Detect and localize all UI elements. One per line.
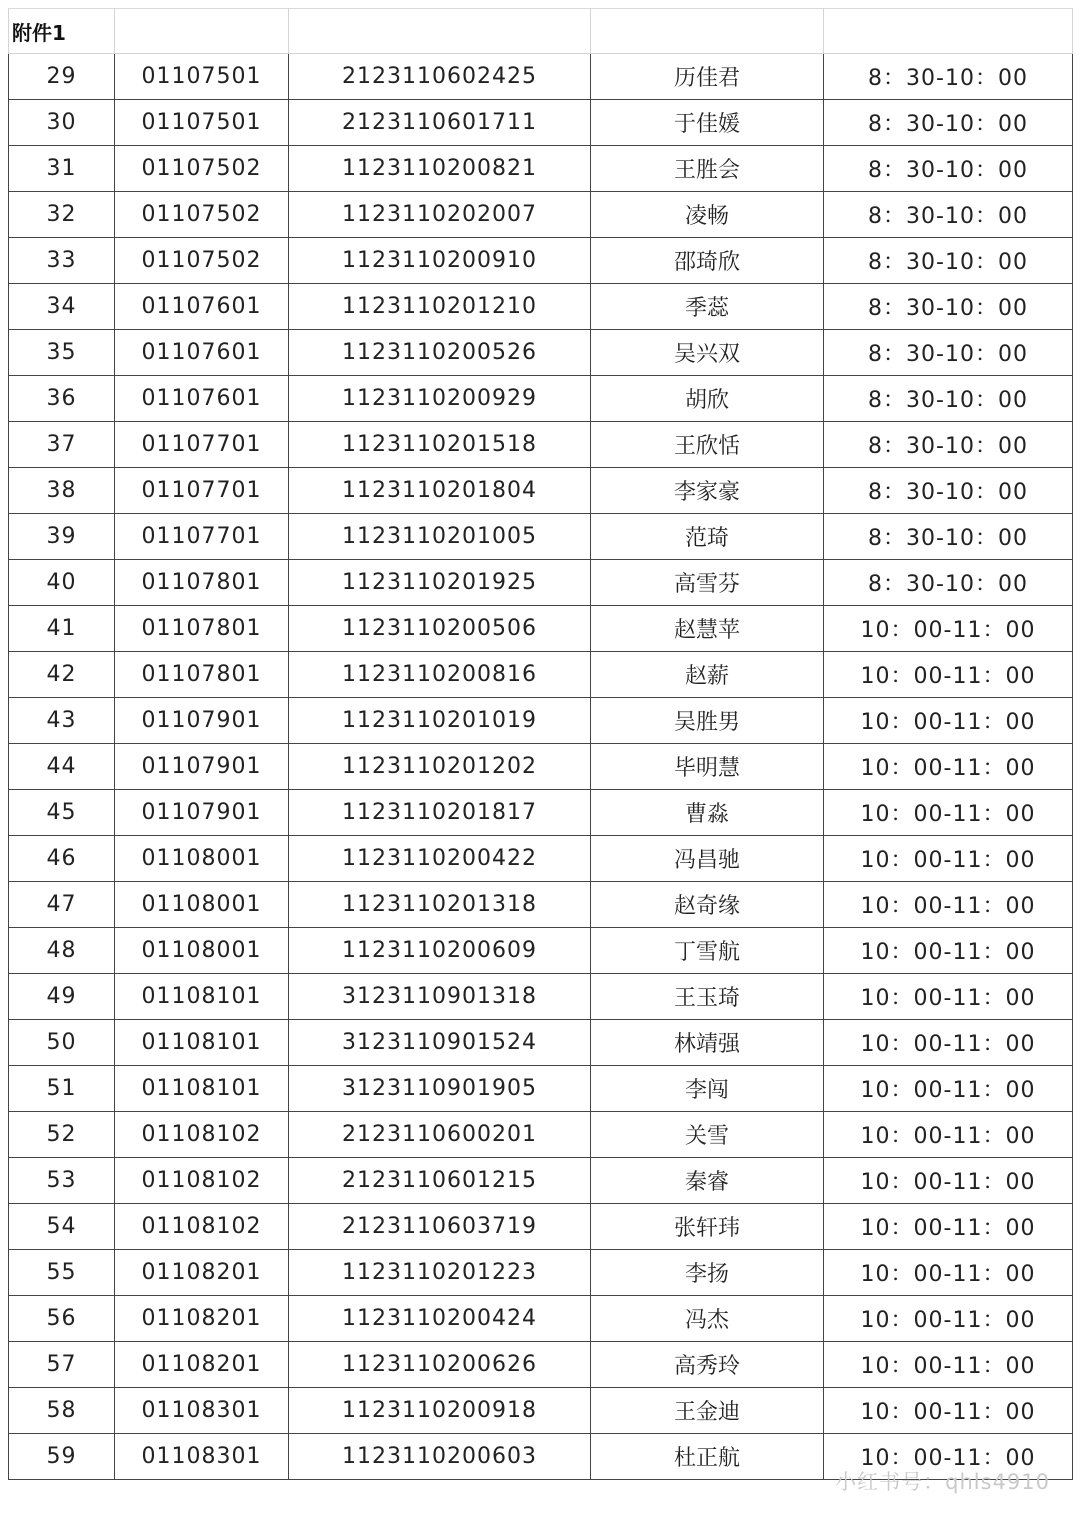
roster-table	[8, 8, 1073, 1480]
position-code-cell: 01108101	[115, 974, 289, 1020]
exam-id-cell: 1123110200424	[289, 1296, 591, 1342]
candidate-name-cell: 高雪芬	[591, 560, 824, 606]
row-number-cell: 42	[9, 652, 115, 698]
table-row	[9, 928, 1073, 974]
exam-id-cell: 3123110901905	[289, 1066, 591, 1112]
exam-id-cell: 1123110200910	[289, 238, 591, 284]
time-slot-cell: 10：00-11：00	[824, 652, 1073, 698]
position-code-cell: 01108001	[115, 928, 289, 974]
row-number-cell: 32	[9, 192, 115, 238]
exam-id-cell: 1123110200821	[289, 146, 591, 192]
candidate-name-cell: 李家豪	[591, 468, 824, 514]
candidate-name-cell: 王玉琦	[591, 974, 824, 1020]
time-slot-cell: 8：30-10：00	[824, 560, 1073, 606]
candidate-name-cell: 高秀玲	[591, 1342, 824, 1388]
row-number-cell: 45	[9, 790, 115, 836]
candidate-name-cell: 季蕊	[591, 284, 824, 330]
row-number-cell: 34	[9, 284, 115, 330]
exam-id-cell: 1123110200609	[289, 928, 591, 974]
table-row	[9, 146, 1073, 192]
position-code-cell: 01107502	[115, 192, 289, 238]
table-row	[9, 1296, 1073, 1342]
candidate-name-cell: 范琦	[591, 514, 824, 560]
time-slot-cell: 10：00-11：00	[824, 1112, 1073, 1158]
table-row	[9, 1250, 1073, 1296]
time-slot-cell: 10：00-11：00	[824, 1204, 1073, 1250]
exam-id-cell: 1123110200506	[289, 606, 591, 652]
candidate-name-cell: 凌畅	[591, 192, 824, 238]
page-title: 附件1	[9, 9, 115, 54]
candidate-name-cell: 邵琦欣	[591, 238, 824, 284]
candidate-name-cell: 曹淼	[591, 790, 824, 836]
row-number-cell: 44	[9, 744, 115, 790]
candidate-name-cell: 王胜会	[591, 146, 824, 192]
table-body	[9, 54, 1073, 1480]
time-slot-cell: 8：30-10：00	[824, 330, 1073, 376]
row-number-cell: 38	[9, 468, 115, 514]
row-number-cell: 56	[9, 1296, 115, 1342]
table-row	[9, 284, 1073, 330]
table-row	[9, 1066, 1073, 1112]
row-number-cell: 46	[9, 836, 115, 882]
position-code-cell: 01107701	[115, 514, 289, 560]
position-code-cell: 01108102	[115, 1158, 289, 1204]
position-code-cell: 01107901	[115, 744, 289, 790]
position-code-cell: 01107801	[115, 652, 289, 698]
position-code-cell: 01108102	[115, 1204, 289, 1250]
position-code-cell: 01108101	[115, 1066, 289, 1112]
exam-id-cell: 1123110201019	[289, 698, 591, 744]
candidate-name-cell: 赵奇缘	[591, 882, 824, 928]
candidate-name-cell: 赵慧苹	[591, 606, 824, 652]
table-row	[9, 100, 1073, 146]
position-code-cell: 01107901	[115, 790, 289, 836]
time-slot-cell: 10：00-11：00	[824, 1434, 1073, 1480]
table-row	[9, 974, 1073, 1020]
row-number-cell: 33	[9, 238, 115, 284]
candidate-name-cell: 历佳君	[591, 54, 824, 100]
exam-id-cell: 1123110201925	[289, 560, 591, 606]
watermark: 小红书号：qhls4910	[835, 1470, 1050, 1494]
exam-id-cell: 3123110901318	[289, 974, 591, 1020]
exam-id-cell: 1123110201202	[289, 744, 591, 790]
row-number-cell: 36	[9, 376, 115, 422]
row-number-cell: 50	[9, 1020, 115, 1066]
time-slot-cell: 10：00-11：00	[824, 1250, 1073, 1296]
time-slot-cell: 10：00-11：00	[824, 882, 1073, 928]
exam-id-cell: 1123110200603	[289, 1434, 591, 1480]
header-cell-empty	[289, 9, 591, 54]
table-row	[9, 422, 1073, 468]
table-row	[9, 376, 1073, 422]
row-number-cell: 47	[9, 882, 115, 928]
row-number-cell: 52	[9, 1112, 115, 1158]
row-number-cell: 59	[9, 1434, 115, 1480]
time-slot-cell: 8：30-10：00	[824, 422, 1073, 468]
position-code-cell: 01108201	[115, 1250, 289, 1296]
candidate-name-cell: 毕明慧	[591, 744, 824, 790]
time-slot-cell: 8：30-10：00	[824, 238, 1073, 284]
exam-id-cell: 2123110602425	[289, 54, 591, 100]
row-number-cell: 40	[9, 560, 115, 606]
table-row	[9, 1388, 1073, 1434]
row-number-cell: 39	[9, 514, 115, 560]
time-slot-cell: 10：00-11：00	[824, 698, 1073, 744]
candidate-name-cell: 关雪	[591, 1112, 824, 1158]
position-code-cell: 01107601	[115, 330, 289, 376]
table-row	[9, 882, 1073, 928]
row-number-cell: 57	[9, 1342, 115, 1388]
candidate-name-cell: 于佳媛	[591, 100, 824, 146]
time-slot-cell: 8：30-10：00	[824, 514, 1073, 560]
row-number-cell: 53	[9, 1158, 115, 1204]
row-number-cell: 41	[9, 606, 115, 652]
table-row	[9, 652, 1073, 698]
candidate-name-cell: 丁雪航	[591, 928, 824, 974]
exam-id-cell: 1123110200929	[289, 376, 591, 422]
candidate-name-cell: 李扬	[591, 1250, 824, 1296]
table-row	[9, 606, 1073, 652]
position-code-cell: 01107501	[115, 100, 289, 146]
table-row	[9, 790, 1073, 836]
table-row	[9, 330, 1073, 376]
row-number-cell: 31	[9, 146, 115, 192]
time-slot-cell: 10：00-11：00	[824, 790, 1073, 836]
position-code-cell: 01107901	[115, 698, 289, 744]
exam-id-cell: 1123110200422	[289, 836, 591, 882]
table-row	[9, 238, 1073, 284]
candidate-name-cell: 秦睿	[591, 1158, 824, 1204]
time-slot-cell: 8：30-10：00	[824, 284, 1073, 330]
time-slot-cell: 10：00-11：00	[824, 974, 1073, 1020]
row-number-cell: 37	[9, 422, 115, 468]
position-code-cell: 01107502	[115, 238, 289, 284]
position-code-cell: 01108301	[115, 1388, 289, 1434]
exam-id-cell: 1123110200918	[289, 1388, 591, 1434]
candidate-name-cell: 赵薪	[591, 652, 824, 698]
time-slot-cell: 8：30-10：00	[824, 192, 1073, 238]
position-code-cell: 01107501	[115, 54, 289, 100]
table-row	[9, 192, 1073, 238]
time-slot-cell: 10：00-11：00	[824, 1066, 1073, 1112]
time-slot-cell: 8：30-10：00	[824, 468, 1073, 514]
exam-id-cell: 2123110601215	[289, 1158, 591, 1204]
candidate-name-cell: 张轩玮	[591, 1204, 824, 1250]
table-row	[9, 560, 1073, 606]
time-slot-cell: 10：00-11：00	[824, 606, 1073, 652]
table-row	[9, 514, 1073, 560]
candidate-name-cell: 吴兴双	[591, 330, 824, 376]
time-slot-cell: 10：00-11：00	[824, 1342, 1073, 1388]
position-code-cell: 01107502	[115, 146, 289, 192]
exam-id-cell: 1123110201223	[289, 1250, 591, 1296]
row-number-cell: 29	[9, 54, 115, 100]
exam-id-cell: 1123110200816	[289, 652, 591, 698]
candidate-name-cell: 胡欣	[591, 376, 824, 422]
exam-id-cell: 1123110201210	[289, 284, 591, 330]
row-number-cell: 35	[9, 330, 115, 376]
exam-id-cell: 1123110200526	[289, 330, 591, 376]
row-number-cell: 58	[9, 1388, 115, 1434]
time-slot-cell: 10：00-11：00	[824, 1388, 1073, 1434]
time-slot-cell: 8：30-10：00	[824, 100, 1073, 146]
exam-id-cell: 1123110201804	[289, 468, 591, 514]
position-code-cell: 01107601	[115, 376, 289, 422]
candidate-name-cell: 吴胜男	[591, 698, 824, 744]
table-row	[9, 1342, 1073, 1388]
time-slot-cell: 10：00-11：00	[824, 1296, 1073, 1342]
row-number-cell: 49	[9, 974, 115, 1020]
position-code-cell: 01107801	[115, 560, 289, 606]
position-code-cell: 01108201	[115, 1296, 289, 1342]
exam-id-cell: 2123110600201	[289, 1112, 591, 1158]
table-row	[9, 1020, 1073, 1066]
row-number-cell: 43	[9, 698, 115, 744]
position-code-cell: 01107801	[115, 606, 289, 652]
table-row	[9, 468, 1073, 514]
exam-id-cell: 2123110601711	[289, 100, 591, 146]
table-row	[9, 54, 1073, 100]
exam-id-cell: 1123110201518	[289, 422, 591, 468]
table-row	[9, 744, 1073, 790]
position-code-cell: 01107701	[115, 422, 289, 468]
time-slot-cell: 8：30-10：00	[824, 146, 1073, 192]
table-row	[9, 1112, 1073, 1158]
row-number-cell: 48	[9, 928, 115, 974]
time-slot-cell: 8：30-10：00	[824, 376, 1073, 422]
row-number-cell: 51	[9, 1066, 115, 1112]
time-slot-cell: 8：30-10：00	[824, 54, 1073, 100]
position-code-cell: 01108001	[115, 882, 289, 928]
exam-id-cell: 1123110201318	[289, 882, 591, 928]
exam-id-cell: 2123110603719	[289, 1204, 591, 1250]
time-slot-cell: 10：00-11：00	[824, 1158, 1073, 1204]
exam-id-cell: 1123110201005	[289, 514, 591, 560]
header-cell-empty	[591, 9, 824, 54]
exam-id-cell: 1123110202007	[289, 192, 591, 238]
time-slot-cell: 10：00-11：00	[824, 744, 1073, 790]
candidate-name-cell: 杜正航	[591, 1434, 824, 1480]
candidate-name-cell: 冯昌驰	[591, 836, 824, 882]
row-number-cell: 30	[9, 100, 115, 146]
table-row	[9, 1204, 1073, 1250]
row-number-cell: 55	[9, 1250, 115, 1296]
row-number-cell: 54	[9, 1204, 115, 1250]
position-code-cell: 01108102	[115, 1112, 289, 1158]
candidate-name-cell: 林靖强	[591, 1020, 824, 1066]
candidate-name-cell: 李闯	[591, 1066, 824, 1112]
table-row	[9, 836, 1073, 882]
header-cell-empty	[115, 9, 289, 54]
position-code-cell: 01107601	[115, 284, 289, 330]
table-row	[9, 698, 1073, 744]
position-code-cell: 01108001	[115, 836, 289, 882]
position-code-cell: 01107701	[115, 468, 289, 514]
time-slot-cell: 10：00-11：00	[824, 1020, 1073, 1066]
candidate-name-cell: 王金迪	[591, 1388, 824, 1434]
candidate-name-cell: 冯杰	[591, 1296, 824, 1342]
exam-id-cell: 1123110201817	[289, 790, 591, 836]
position-code-cell: 01108301	[115, 1434, 289, 1480]
exam-id-cell: 3123110901524	[289, 1020, 591, 1066]
header-row	[9, 9, 1073, 54]
position-code-cell: 01108201	[115, 1342, 289, 1388]
exam-id-cell: 1123110200626	[289, 1342, 591, 1388]
header-cell-empty	[824, 9, 1073, 54]
time-slot-cell: 10：00-11：00	[824, 836, 1073, 882]
position-code-cell: 01108101	[115, 1020, 289, 1066]
table-row	[9, 1158, 1073, 1204]
candidate-name-cell: 王欣恬	[591, 422, 824, 468]
time-slot-cell: 10：00-11：00	[824, 928, 1073, 974]
